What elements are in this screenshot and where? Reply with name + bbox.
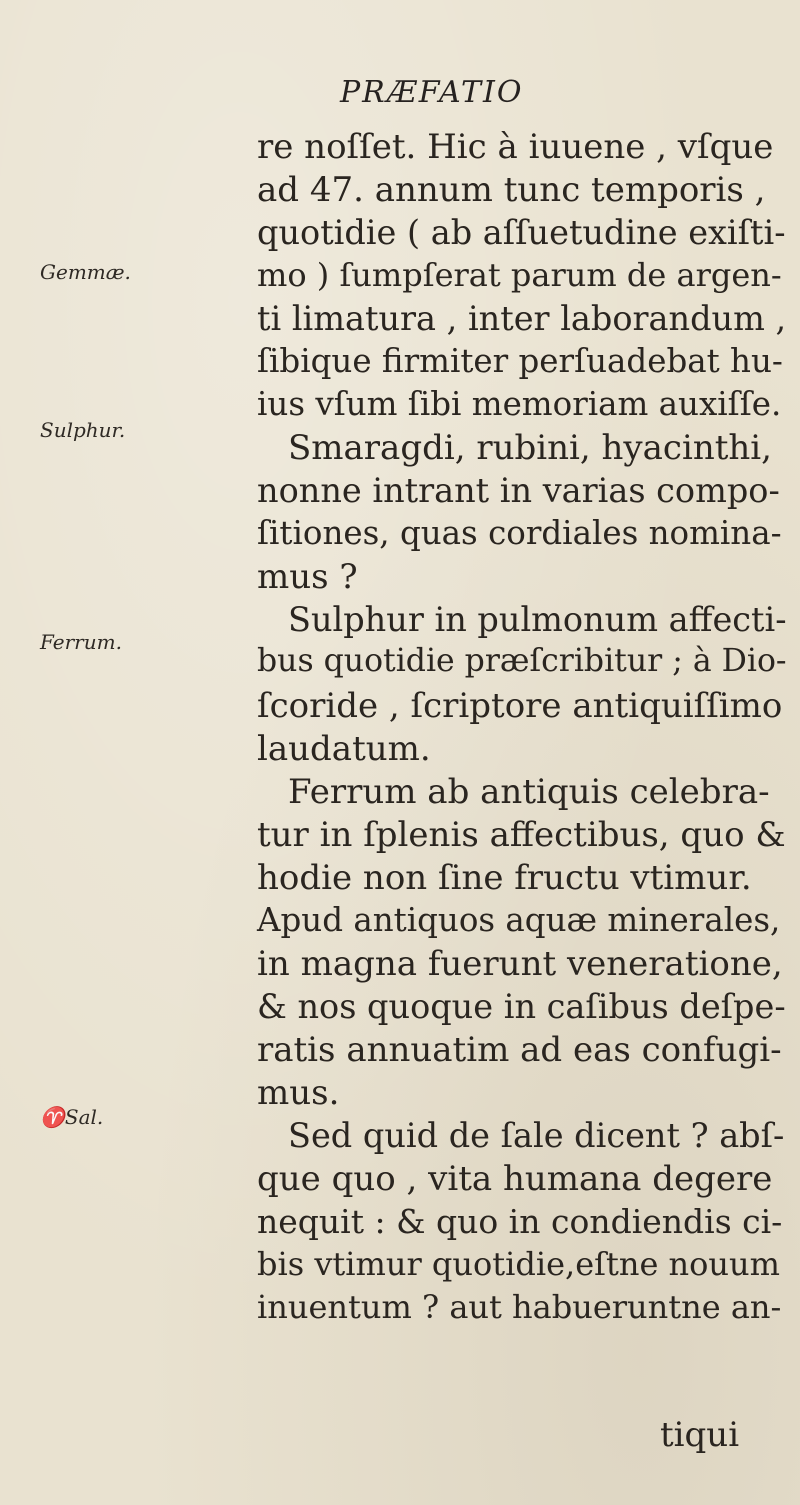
text-line: Sed quid de ſale dicent ? abſ- [288, 1116, 785, 1155]
text-line: mus. [257, 1073, 340, 1113]
text-line: bis vtimur quotidie,eſtne nouum [257, 1245, 780, 1283]
text-line: ad 47. annum tunc temporis , [257, 170, 766, 210]
margin-note-ferrum: Ferrum. [40, 630, 122, 654]
text-line: re noſſet. Hic à iuuene , vſque [257, 127, 774, 167]
margin-note-sal: ♈Sal. [40, 1105, 104, 1129]
text-line: laudatum. [257, 729, 431, 769]
margin-note-gemmae: Gemmæ. [40, 260, 131, 284]
text-line: ti limatura , inter laborandum , [257, 299, 787, 338]
text-line: ius vſum ſibi memoriam auxiſſe. [257, 385, 782, 423]
text-line: mo ) ſumpſerat parum de argen- [257, 256, 782, 294]
catchword: tiqui [660, 1415, 740, 1455]
text-line: nonne intrant in varias compo- [257, 471, 780, 510]
text-line: inuentum ? aut habueruntne an- [257, 1288, 782, 1326]
text-line: quotidie ( ab aſſuetudine exiſti- [257, 213, 786, 252]
text-line: ratis annuatim ad eas confugi- [257, 1030, 782, 1070]
text-line: nequit : & quo in condiendis ci- [257, 1202, 783, 1241]
text-line: ſibique firmiter perſuadebat hu- [257, 342, 783, 380]
margin-note-sulphur: Sulphur. [40, 418, 126, 442]
text-line: Smaragdi, rubini, hyacinthi, [288, 428, 772, 468]
text-line: ſitiones, quas cordiales nomina- [257, 514, 782, 552]
text-line: Apud antiquos aquæ minerales, [257, 901, 781, 939]
text-line: hodie non ſine fructu vtimur. [257, 858, 752, 898]
text-line: ſcoride , ſcriptore antiquiſſimo [257, 686, 783, 726]
text-line: Sulphur in pulmonum affecti- [288, 600, 787, 639]
text-line: in magna fuerunt veneratione, [257, 944, 783, 984]
text-line: tur in ſplenis affectibus, quo & [257, 815, 786, 855]
text-line: & nos quoque in caſibus deſpe- [257, 987, 786, 1026]
text-line: mus ? [257, 557, 358, 597]
text-line: Ferrum ab antiquis celebra- [288, 772, 770, 812]
text-line: bus quotidie præſcribitur ; à Dio- [257, 643, 787, 679]
text-line: que quo , vita humana degere [257, 1159, 773, 1199]
running-head: PRÆFATIO [340, 75, 524, 110]
